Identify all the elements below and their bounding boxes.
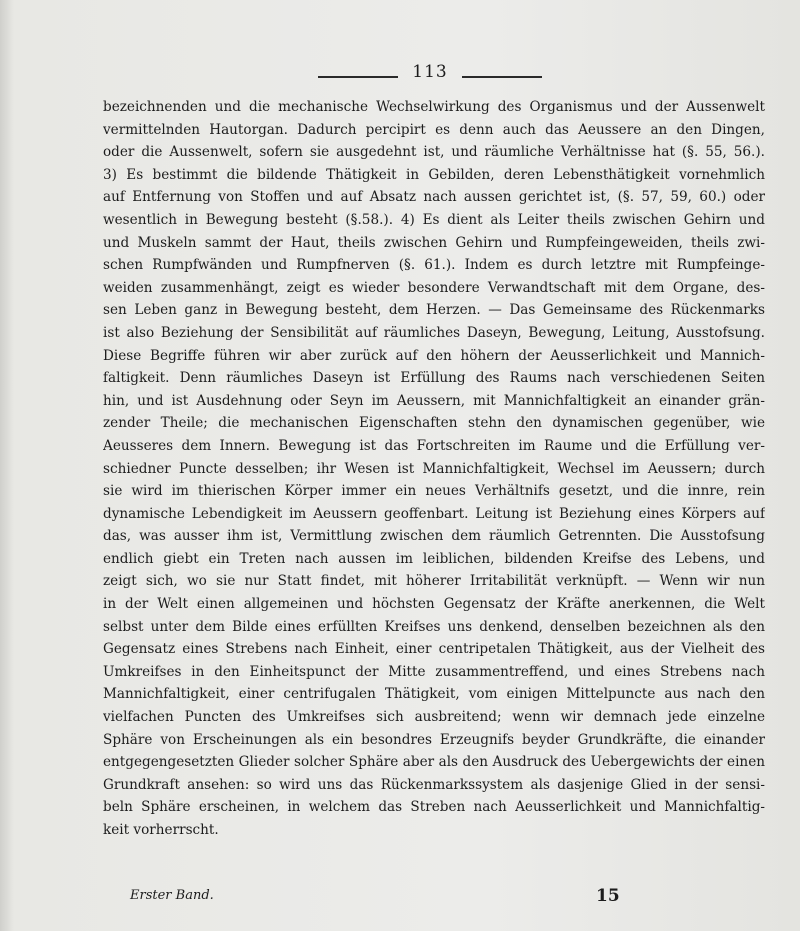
text-line: Grundkraft ansehen: so wird uns das Rückenmarkssystem als dasjenige Glied in der sensi- (103, 776, 765, 793)
text-line: zender Theile; die mechanischen Eigenschaften stehn den dynamischen gegenüber, wie (103, 415, 765, 432)
text-line: Mannichfaltigkeit, einer centrifugalen Thätigkeit, vom einigen Mittelpuncte aus nach den (103, 686, 765, 703)
text-line: schiedner Puncte desselben; ihr Wesen ist Mannichfaltigkeit, Wechsel im Aeussern; durch (103, 460, 765, 477)
text-line: weiden zusammenhängt, zeigt es wieder besondere Verwandtschaft mit dem Organe, des- (103, 279, 765, 296)
text-line: entgegengesetzten Glieder solcher Sphäre aber als den Ausdruck des Uebergewichts der einen (103, 754, 765, 771)
text-line: Aeusseres dem Innern. Bewegung ist das Fortschreiten im Raume und die Erfüllung ver- (103, 437, 765, 454)
text-line: beln Sphäre erscheinen, in welchem das Streben nach Aeusserlichkeit und Mannichfaltig- (103, 799, 765, 816)
text-line: bezeichnenden und die mechanische Wechselwirkung des Organismus und der Aussenwelt (103, 99, 765, 115)
page-header (0, 62, 800, 86)
text-line: Sphäre von Erscheinungen als ein besondres Erzeugnifs beyder Grundkräfte, die einander (103, 731, 765, 748)
signature-mark: Erster Band. (130, 888, 214, 903)
text-line: Gegensatz eines Strebens nach Einheit, einer centripetalen Thätigkeit, aus der Vielheit des (103, 641, 765, 658)
header-rule-right (462, 76, 542, 78)
header-rule-left (318, 76, 398, 78)
sheet-number: 15 (596, 886, 620, 906)
text-line: schen Rumpfwänden und Rumpfnerven (§. 61.). Indem es durch letztre mit Rumpfeinge- (103, 257, 765, 274)
page-number: 113 (412, 62, 448, 82)
text-line: dynamische Lebendigkeit im Aeussern geoffenbart. Leitung ist Beziehung eines Körpers auf (103, 505, 765, 522)
text-line: faltigkeit. Denn räumliches Daseyn ist Erfüllung des Raums nach verschiedenen Seiten (103, 370, 765, 387)
text-line: vielfachen Puncten des Umkreifses sich ausbreitend; wenn wir demnach jede einzelne (103, 709, 765, 726)
text-line: hin, und ist Ausdehnung oder Seyn im Aeussern, mit Mannichfaltigkeit an einander grän- (103, 392, 765, 409)
text-line: endlich giebt ein Treten nach aussen im leiblichen, bildenden Kreifse des Lebens, und (103, 550, 765, 567)
text-line: selbst unter dem Bilde eines erfüllten Kreifses uns denkend, denselben bezeichnen als den (103, 618, 765, 635)
text-line: Diese Begriffe führen wir aber zurück auf den höhern der Aeusserlichkeit und Mannich- (103, 347, 765, 364)
text-line: 3) Es bestimmt die bildende Thätigkeit in Gebilden, deren Lebensthätigkeit vornehmlich (103, 166, 765, 183)
text-line: auf Entfernung von Stoffen und auf Absatz nach aussen gerichtet ist, (§. 57, 59, 60.) oder (103, 189, 765, 206)
text-line: wesentlich in Bewegung besteht (§.58.). 4) Es dient als Leiter theils zwischen Gehirn und (103, 211, 765, 228)
text-line: oder die Aussenwelt, sofern sie ausgedehnt ist, und räumliche Verhältnisse hat (§. 55, 56.). (103, 144, 765, 161)
text-line: das, was ausser ihm ist, Vermittlung zwischen dem räumlich Getrennten. Die Ausstofsung (103, 528, 765, 545)
body-text (103, 96, 765, 842)
text-line: ist also Beziehung der Sensibilität auf räumliches Daseyn, Bewegung, Leitung, Ausstofsung. (103, 324, 765, 341)
page-footer (0, 886, 800, 910)
text-line: zeigt sich, wo sie nur Statt findet, mit höherer Irritabilität verknüpft. — Wenn wir nun (103, 573, 765, 590)
text-line: vermittelnden Hautorgan. Dadurch percipirt es denn auch das Aeussere an den Dingen, (103, 121, 765, 138)
text-line: und Muskeln sammt der Haut, theils zwischen Gehirn und Rumpfeingeweiden, theils zwi- (103, 234, 765, 251)
text-line: Umkreifses in den Einheitspunct der Mitte zusammentreffend, und eines Strebens nach (103, 663, 765, 680)
text-line: in der Welt einen allgemeinen und höchsten Gegensatz der Kräfte anerkennen, die Welt (103, 596, 765, 613)
text-line: sie wird im thierischen Körper immer ein neues Verhältnifs gesetzt, und die innre, rein (103, 483, 765, 500)
text-line: sen Leben ganz in Bewegung besteht, dem Herzen. — Das Gemeinsame des Rückenmarks (103, 302, 765, 319)
text-line: keit vorherrscht. (103, 822, 219, 838)
